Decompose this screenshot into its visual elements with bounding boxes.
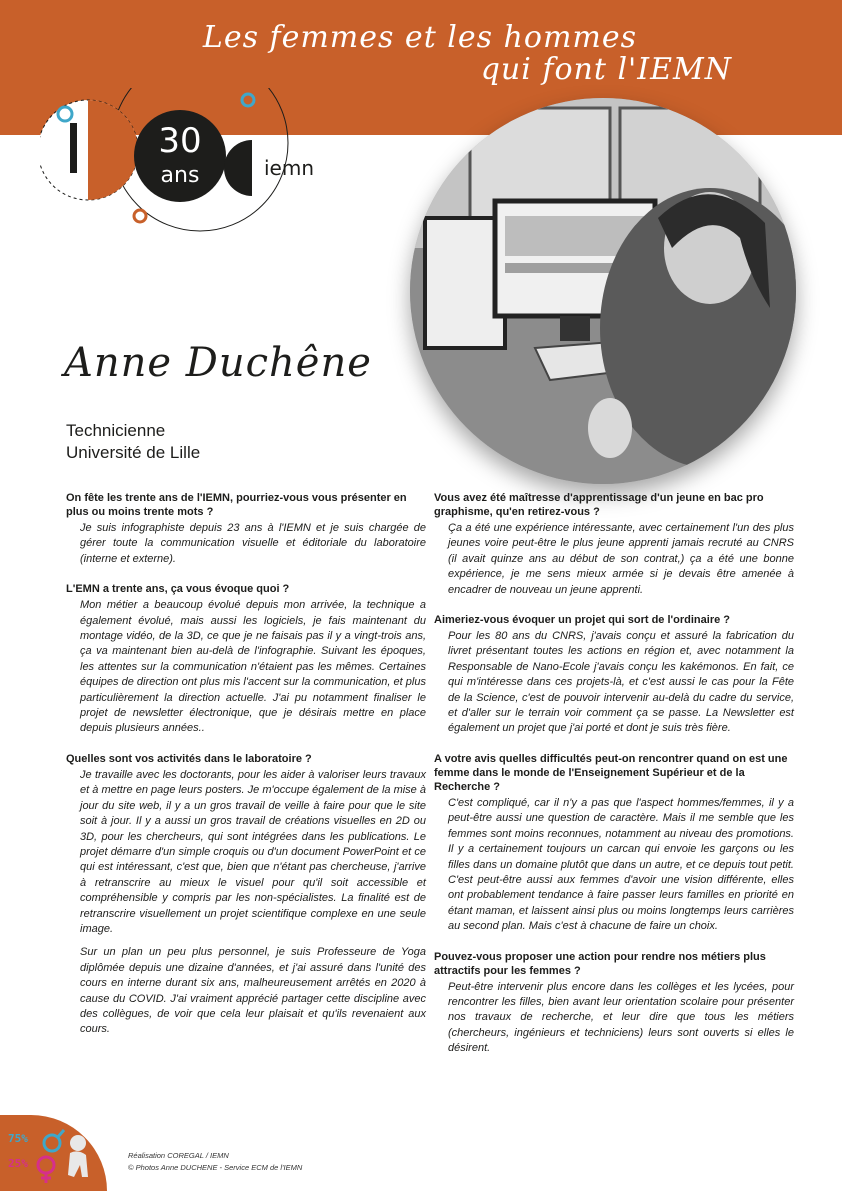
question: On fête les trente ans de l'IEMN, pourriez-vous vous présenter en plus ou moins trente mots ? — [66, 492, 407, 518]
question: A votre avis quelles difficultés peut-on rencontrer quand on est une femme dans le monde de l'Enseignement Supérieur et de la Recherche ? — [434, 752, 788, 793]
answer — [80, 521, 426, 567]
gender-figure-icon — [0, 1115, 107, 1191]
interview-right-column — [434, 491, 794, 1072]
page-title-line1: Les femmes et les hommes — [202, 20, 637, 55]
question: Quelles sont vos activités dans le laboratoire ? — [66, 752, 312, 765]
answer-paragraph: Mon métier a beaucoup évolué depuis mon arrivée, la technique a également évolué, mais aussi les logiciels, je fais maintenant du montage vidéo, de la 3D, ce que je ne faisais pas il y a vingt-trois ans, ça va maintenant bien au-delà de l'infographie. Suivant les époques, les attentes sur la communication n'étaient pas les mêmes. Certaines équipes de direction ont plus mis l'accent sur la communication, et plus particulièrement la direction actuelle. J'ai pu notamment finaliser le projet de newsletter électronique, que je désirais mettre en place depuis plusieurs années.. — [80, 599, 426, 735]
gender-badge — [0, 1115, 107, 1191]
interview-left-column — [66, 491, 426, 1053]
male-percent: 75% — [8, 1132, 28, 1145]
person-role: Technicienne — [66, 421, 166, 440]
answer — [448, 980, 794, 1057]
logo-number: 30 — [158, 121, 202, 161]
credits — [128, 1150, 302, 1174]
question: Pouvez-vous proposer une action pour rendre nos métiers plus attractifs pour les femmes ? — [434, 950, 766, 977]
answer-paragraph: C'est compliqué, car il n'y a pas que l'aspect hommes/femmes, il y a peut-être aussi une question de caractère. Mais il me semble que les femmes sont moins reconnues, notamment au niveau des promotions. Il y a certainement toujours un carcan qui envoie les garçons ou les filles dans un domaine plutôt que dans un autre, et ce depuis tout petit. C'est peut-être aussi aux femmes d'avoir une vision différente, elles ont probablement tendance à faire passer leurs familles en priorité en étant maman, et laissent ainsi plus ou moins longtemps leurs carrières au second plan. Mais c'est à chacune de faire un choix. — [448, 796, 794, 933]
page-title-line2: qui font l'IEMN — [480, 52, 732, 87]
page-title — [202, 20, 732, 87]
answer-paragraph: Ça a été une expérience intéressante, avec certainement l'un des plus jeunes voire peut-être le plus jeune apprenti jamais recruté au CNRS (il avait quinze ans au début de son contrat,) ça a été une bonne expérience, je me sens mieux armée si je devais être amenée à encadrer de nouveau un jeune apprenti. — [448, 522, 794, 596]
answer — [80, 768, 426, 1038]
answer-paragraph: Sur un plan un peu plus personnel, je suis Professeure de Yoga diplômée depuis une dizaine d'années, et j'ai assuré dans l'unité des cours en interne durant six ans, malheureusement arrêtés en 2020 à cause du COVID. J'ai vraiment apprécié partager cette discipline avec des collègues, de voir que cela leur plaisait et qu'ils revenaient aux cours. — [80, 946, 426, 1036]
credit-line: Réalisation COREGAL / IEMN — [128, 1151, 229, 1160]
logo-org: iemn — [264, 156, 315, 180]
answer — [448, 796, 794, 935]
answer — [80, 598, 426, 737]
portrait-photo — [410, 98, 796, 484]
iemn-30-years-logo — [40, 88, 340, 233]
answer — [448, 521, 794, 598]
answer — [448, 629, 794, 737]
answer-paragraph: Peut-être intervenir plus encore dans les collèges et les lycées, pour rencontrer les filles, bien avant leur orientation scolaire pour présenter nos travaux de recherche, et leur dire que tous les métiers (chercheurs, ingénieurs et techniciens) leurs sont ouverts si elles le désirent. — [448, 980, 794, 1055]
answer-paragraph: Je travaille avec les doctorants, pour les aider à valoriser leurs travaux et à mettre en page leurs posters. Je m'occupe également de la mise à jour du site web, il y a un gros travail de veille à faire pour que le site soit à jour. Il y a aussi un gros travail de créations visuelles en 2D ou 3D, pour les chercheurs, qui sont intégrées dans les publications. Le projet démarre d'un simple croquis ou d'un document PowerPoint et ce qui est intéressant, c'est que, bien que n'étant pas chercheuse, j'arrive à retranscrire au mieux le visuel pour qu'il soit accessible et compréhensible y compris par les non-spécialistes. La finalité est de retranscrire visuellement un projet scientifique complexe en une seule image. — [80, 768, 426, 935]
person-role-block — [66, 420, 200, 464]
question: L'EMN a trente ans, ça vous évoque quoi ? — [66, 583, 290, 596]
logo-unit: ans — [160, 163, 200, 188]
answer-paragraph: Pour les 80 ans du CNRS, j'avais conçu et assuré la fabrication du livret présentant toutes les actions en région et, avec notamment la Responsable de Nano-Ecole j'avais conçu les kakémonos. En fait, ce qui m'intéresse dans ces projets-là, et c'est aussi le cas pour la Fête de la Science, c'est de pouvoir intervenir au-delà du cadre du service, et d'aller sur le terrain voir comment ça se passe. La Newsletter est également un projet que j'ai porté et dont je suis très fière. — [448, 630, 794, 735]
answer-paragraph: Je suis infographiste depuis 23 ans à l'IEMN et je suis chargée de gérer toute la communication visuelle et éditoriale du laboratoire (interne et externe). — [80, 522, 426, 565]
person-name: Anne Duchêne — [64, 340, 372, 386]
question: Aimeriez-vous évoquer un projet qui sort de l'ordinaire ? — [434, 614, 730, 627]
person-affiliation: Université de Lille — [66, 443, 201, 462]
credit-line: © Photos Anne DUCHENE - Service ECM de l'IEMN — [128, 1163, 303, 1172]
female-percent: 25% — [8, 1157, 28, 1170]
portrait-illustration — [410, 98, 796, 484]
question: Vous avez été maîtresse d'apprentissage d'un jeune en bac pro graphisme, qu'en retirez-vous ? — [434, 492, 764, 518]
